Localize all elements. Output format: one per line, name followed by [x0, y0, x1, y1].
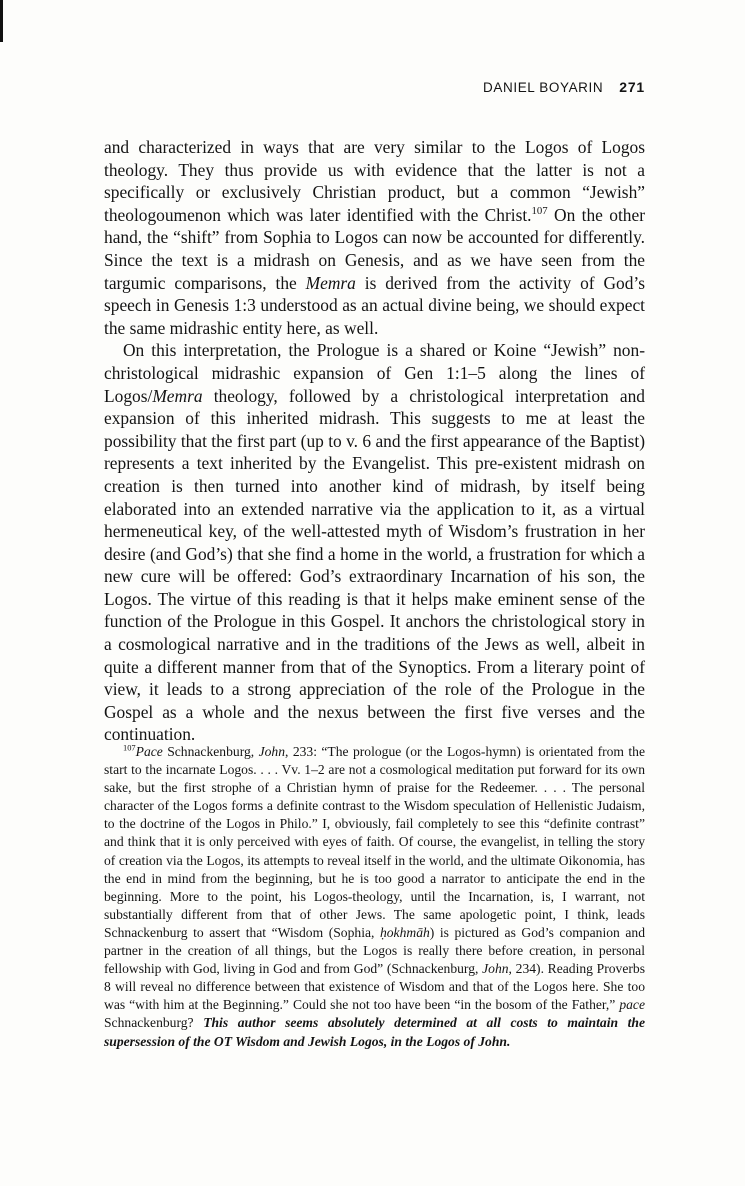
scan-edge-artifact [0, 0, 3, 42]
body-text [104, 136, 645, 746]
body-paragraph-2: On this interpretation, the Prologue is a shared or Koine “Jewish” non-christological midrashic expansion of Gen 1:1–5 along the lines of Logos/Memra theology, followed by a christological interpretation and expansion of this inherited midrash. This suggests to me at least the possibility that the first part (up to v. 6 and the first appearance of the Baptist) represents a text inherited by the Evangelist. This pre-existent midrash on creation is then turned into another kind of midrash, by itself being elaborated into an extended narrative via the application to it, as a virtual hermeneutical key, of the well-attested myth of Wisdom’s frustration in her desire (and God’s) that she find a home in the world, a frustration for which a new cure will be offered: God’s extraordinary Incarnation of his son, the Logos. The virtue of this reading is that it helps make eminent sense of the function of the Prologue in this Gospel. It anchors the christological story in a cosmological narrative and in the traditions of the Jews as well, albeit in quite a different manner from that of the Synoptics. From a literary point of view, it leads to a strong appreciation of the role of the Prologue in the Gospel as a whole and the nexus between the first five verses and the continuation. [104, 340, 645, 745]
footnote-107 [104, 743, 645, 1051]
author-name: DANIEL BOYARIN [483, 80, 604, 95]
running-head [104, 79, 645, 95]
footnote-text: $^{107}$Pace Schnackenburg, John, 233: “The prologue (or the Logos-hymn) is orientated from the start to the incarnate Logos. . . . Vv. 1–2 are not a cosmological meditation put forward for its own sake, but the first strophe of a Christian hymn of praise for the Redeemer. . . . The personal character of the Logos forms a definite contrast to the Wisdom speculation of Hellenistic Judaism, to the doctrine of the Logos in Philo.” I, obviously, fail completely to see this “definite contrast” and think that it is only perceived with eyes of faith. Of course, the evangelist, in telling the story of creation via the Logos, its attempts to reveal itself in the world, and the ultimate Oikonomia, has the end in mind from the beginning, but he is too good a narrator to anticipate the end in the beginning. More to the point, his Logos-theology, until the Incarnation, is, I warrant, not substantially different from that of other Jews. The same apologetic point, I think, leads Schnackenburg to assert that “Wisdom (Sophia, ḥokhmāh) is pictured as God’s companion and partner in the creation of all things, but the Logos is really there before creation, in personal fellowship with God, living in God and from God” (Schnackenburg, John, 234). Reading Proverbs 8 will reveal no difference between that existence of Wisdom and that of the Logos here. She too was “with him at the Beginning.” Could she not too have been “in the bosom of the Father,” pace Schnackenburg? This author seems absolutely determined at all costs to maintain the supersession of the OT Wisdom and Jewish Logos, in the Logos of John. [104, 742, 646, 1049]
page-number: 271 [619, 79, 645, 95]
body-paragraph-1: and characterized in ways that are very similar to the Logos of Logos theology. They thus provide us with evidence that the latter is not a specifically or exclusively Christian product, but a common “Jewish” theologoumenon which was later identified with the Christ.$^{107}$ On the other hand, the “shift” from Sophia to Logos can now be accounted for differently. Since the text is a midrash on Genesis, and as we have seen from the targumic comparisons, the Memra is derived from the activity of God’s speech in Genesis 1:3 understood as an actual divine being, we should expect the same midrashic entity here, as well. [104, 137, 646, 338]
